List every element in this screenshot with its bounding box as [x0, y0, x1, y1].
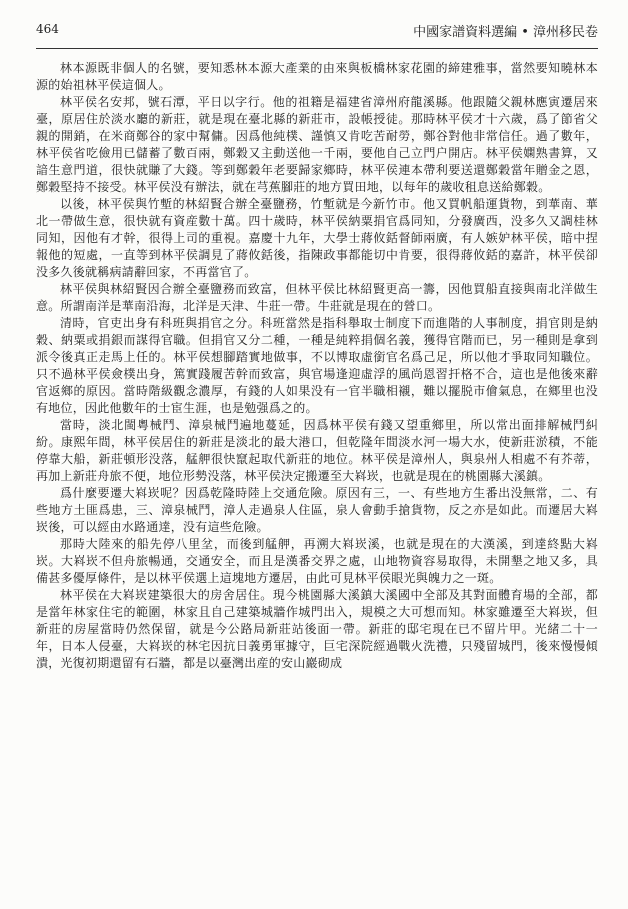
- paragraph: 林本源既非個人的名號，要知悉林本源大產業的由來與板橋林家花園的締建雅事，當然要知曉林本源的始祖林平侯這個人。: [36, 61, 598, 92]
- paragraph: 林平侯名安邦，號石潭，平日以字行。他的祖籍是福建省漳州府龍溪縣。他跟隨父親林應寅遷居來臺，原居住於淡水廳的新莊，就是現在臺北縣的新莊市，設帳授徒。那時林平侯才十六歲，爲了節省父親的開銷，在米商鄭谷的家中幫傭。因爲他純樸、謹慎又肯吃苦耐勞，鄭谷對他非常信任。過了數年，林平侯省吃儉用已儲蓄了數百兩，鄭穀又主動送他一千兩，要他自己立門户開店。林平侯嫻熟書算，又諳生意門道，很快就賺了大錢。等到鄭穀年老要歸家鄉時，林平侯連本帶利要送還鄭穀當年贈金之恩，鄭穀堅持不接受。林平侯没有辦法，就在芎蕉腳莊的地方買田地，以每年的歲收租息送給鄭穀。: [36, 95, 598, 194]
- running-head: 中國家譜資料選編 • 漳州移民卷: [413, 25, 598, 40]
- paragraph: 那時大陸來的船先停八里坌，而後到艋舺，再溯大嵙崁溪，也就是現在的大漢溪，到達終點大嵙崁。大嵙崁不但舟旅暢通，交通安全，而且是漢番交界之處，山地物資容易取得，未開墾之地又多，具備甚多優厚條件，是以林平侯選上這塊地方遷居，由此可見林平侯眼光與魄力之一斑。: [36, 537, 598, 585]
- page-number: 464: [36, 22, 59, 36]
- paragraph: 清時，官吏出身有科班與捐官之分。科班當然是指科舉取士制度下而進階的人事制度，捐官則是納穀、納粟或捐銀而謀得官職。但捐官又分二種，一種是純粹捐個名義，獲得官階而已，另一種則是拿到派令後真正走馬上任的。林平侯想腳踏實地做事，不以博取虛銜官名爲己足，所以他才爭取同知職位。只不過林平侯僉樸出身，篤實踐履苦幹而致富，與官場逢迎虛浮的風尚恩習扞格不合，這也是他後來辭官返鄉的原因。當時階級觀念濃厚，有錢的人如果没有一官半職相襯，難以擺脱市儈氣息，在鄉里也没有地位，因此他數年的士宦生涯，也是勉强爲之的。: [36, 316, 598, 415]
- header-rule: [36, 48, 598, 49]
- paragraph: 爲什麼要遷大嵙崁呢？因爲乾隆時陸上交通危險。原因有三，一、有些地方生番出没無常，二、有些地方土匪爲患，三、漳泉械鬥，漳人走過泉人住區，泉人會動手搶貨物，反之亦是如此。而遷居大嵙崁後，可以經由水路通達，没有這些危險。: [36, 486, 598, 534]
- paragraph: 以後，林平侯與竹塹的林紹賢合辦全臺鹽務，竹塹就是今新竹市。他又買帆船運貨物，到華南、華北一帶做生意，很快就有資産數十萬。四十歲時，林平侯納粟捐官爲同知，分發廣西，没多久又調桂林同知，因他有才幹，很得上司的重視。嘉慶十九年，大學士蔣攸銛督師兩廣，有人嫉妒林平侯，暗中捏報他的短處，一直等到林平侯調見了蔣攸銛後，指陳政事都能切中肯要，很得蔣攸銛的嘉許，林平侯卻没多久後就稱病請辭回家，不再當官了。: [36, 197, 598, 279]
- page-header: [36, 16, 598, 42]
- body-text: [36, 60, 598, 672]
- paragraph: 林平侯在大嵙崁建築很大的房舍居住。現今桃園縣大溪鎮大溪國中全部及其對面體育場的全部，都是當年林家住宅的範圍，林家且自己建築城牆作城門出入，規模之大可想而知。林家雖遷至大嵙崁，但新莊的房屋當時仍然保留，就是今公路局新莊站後面一帶。新莊的邸宅現在已不留片甲。光緒二十一年，日本人侵臺，大嵙崁的林宅因抗日義勇軍據守，巨宅深院經過戰火洗禮，只殘留城門，後來慢慢傾潰，光復初期還留有石牆，都是以臺灣出産的安山巖砌成: [36, 588, 598, 670]
- paragraph: 當時，淡北閩粵械鬥、漳泉械鬥遍地蔓延，因爲林平侯有錢又望重鄉里，所以常出面排解械鬥糾紛。康熙年間，林平侯居住的新莊是淡北的最大港口，但乾隆年間淡水河一場大水，使新莊淤積，不能停靠大船，新莊頓形没落，艋舺很快竄起取代新莊的地位。林平侯是漳州人，與泉州人相處不有芥蒂，再加上新莊舟旅不便，地位形勢没落，林平侯決定搬遷至大嵙崁，也就是現在的桃園縣大溪鎮。: [36, 418, 598, 483]
- paragraph: 林平侯與林紹賢因合辦全臺鹽務而致富，但林平侯比林紹賢更高一籌，因他買船直接與南北洋做生意。所謂南洋是華南沿海，北洋是天津、牛莊一帶。牛莊就是現在的營口。: [36, 282, 598, 313]
